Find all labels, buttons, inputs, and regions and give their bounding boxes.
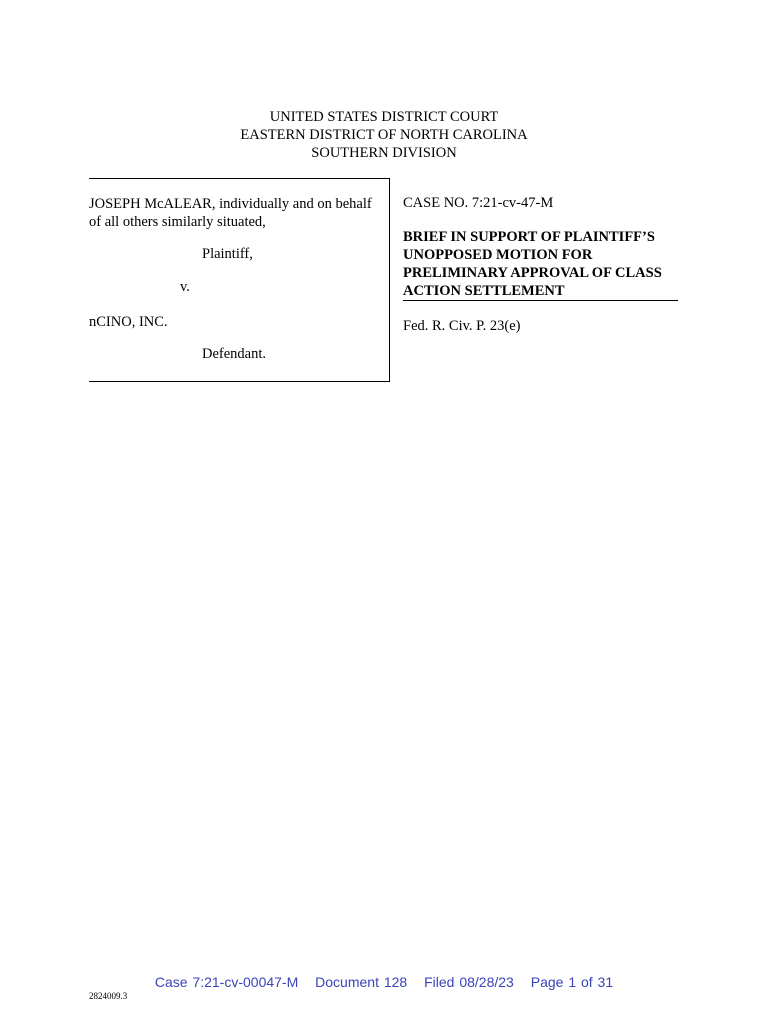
court-district: EASTERN DISTRICT OF NORTH CAROLINA <box>240 127 528 143</box>
ecf-page: Page 1 of 31 <box>530 974 614 990</box>
court-name: UNITED STATES DISTRICT COURT <box>269 109 499 125</box>
case-number: CASE NO. 7:21-cv-47-M <box>403 195 554 211</box>
ecf-document: Document 128 <box>315 974 408 990</box>
case-caption-info <box>403 194 678 335</box>
versus: v. <box>180 279 190 295</box>
plaintiff-name: JOSEPH McALEAR, individually and on behalf of all others similarly situated, <box>89 196 372 230</box>
defendant-name: nCINO, INC. <box>89 314 168 330</box>
defendant-role: Defendant. <box>202 346 267 362</box>
court-header <box>0 108 768 162</box>
ecf-filed: Filed 08/28/23 <box>424 974 514 990</box>
rule-citation: Fed. R. Civ. P. 23(e) <box>403 318 521 334</box>
document-id: 2824009.3 <box>89 991 128 1001</box>
brief-title: BRIEF IN SUPPORT OF PLAINTIFF’S UNOPPOSED MOTION FOR PRELIMINARY APPROVAL OF CLASS ACTION SETTLEMENT <box>403 228 678 301</box>
ecf-filing-stamp <box>0 974 768 990</box>
plaintiff-role: Plaintiff, <box>202 246 253 262</box>
court-division: SOUTHERN DIVISION <box>311 145 457 161</box>
case-caption-parties <box>89 178 390 382</box>
ecf-case: Case 7:21-cv-00047-M <box>154 974 299 990</box>
